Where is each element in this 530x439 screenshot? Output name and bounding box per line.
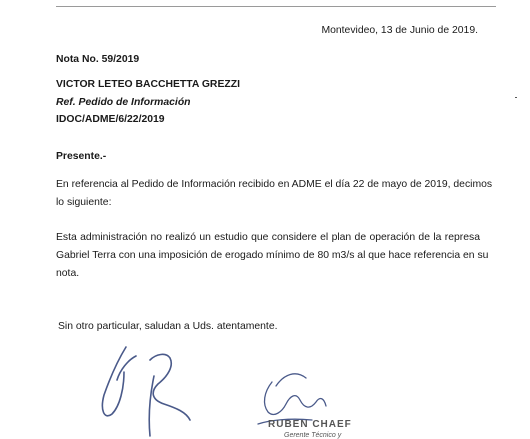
closing-line: Sin otro particular, saludan a Uds. atentamente. <box>58 321 278 332</box>
paragraph-1-line-2: lo siguiente: <box>56 197 112 208</box>
header-rule <box>56 6 496 7</box>
stamp-role: Gerente Técnico y <box>284 432 342 439</box>
signature-left <box>102 347 190 436</box>
paragraph-2-line-2: Gabriel Terra con una imposición de erogado mínimo de 80 m3/s al que hace referencia en su <box>56 250 489 261</box>
paragraph-2-line-3: nota. <box>56 268 80 279</box>
reference-line: Ref. Pedido de Información <box>56 97 191 108</box>
note-number: Nota No. 59/2019 <box>56 54 140 65</box>
salutation: Presente.- <box>56 151 107 162</box>
signature-right <box>258 374 326 424</box>
recipient-name: VICTOR LETEO BACCHETTA GREZZI <box>56 79 240 90</box>
paragraph-1-line-1: En referencia al Pedido de Información recibido en ADME el día 22 de mayo de 2019, decimos <box>56 179 493 190</box>
reference-code: IDOC/ADME/6/22/2019 <box>56 114 165 125</box>
date-line: Montevideo, 13 de Junio de 2019. <box>321 25 478 36</box>
margin-mark <box>515 97 517 98</box>
stamp-name: RUBEN CHAEF <box>268 419 352 430</box>
paragraph-2-line-1: Esta administración no realizó un estudio que considere el plan de operación de la represa <box>56 232 480 243</box>
